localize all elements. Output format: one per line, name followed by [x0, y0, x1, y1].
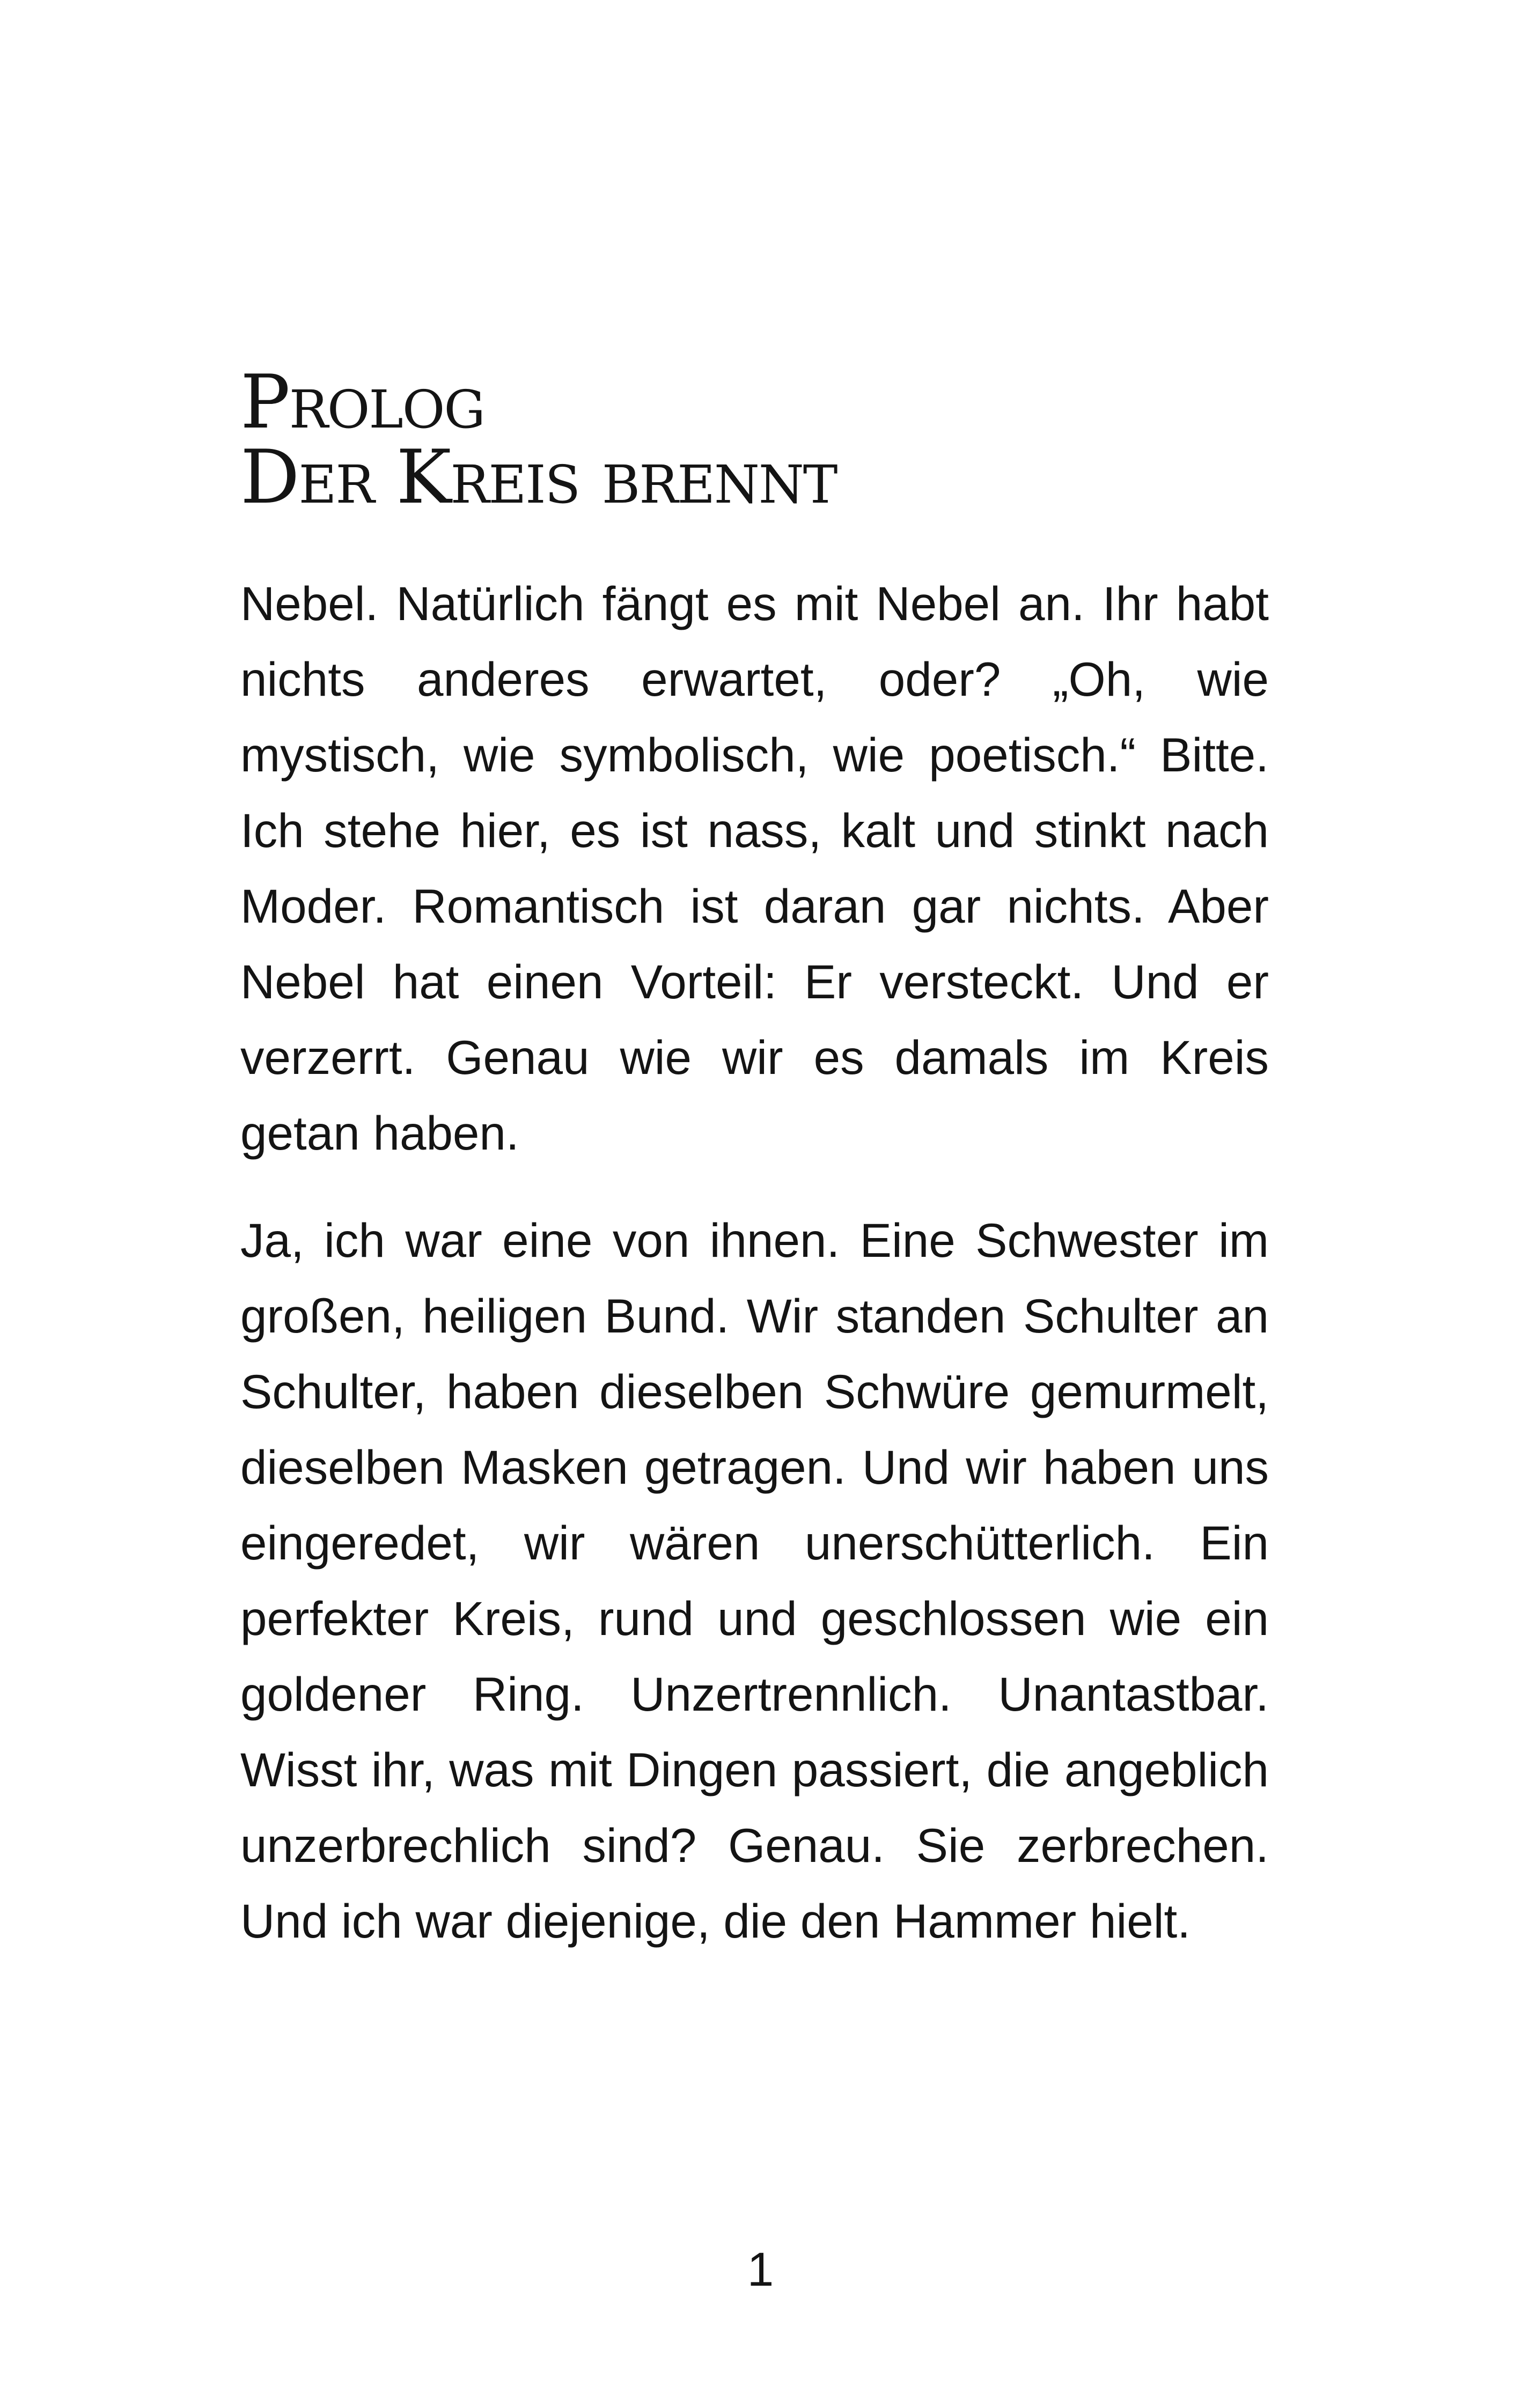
chapter-heading	[240, 359, 1260, 520]
paragraph-1: Nebel. Natürlich fängt es mit Nebel an. Ihr habt nichts anderes erwartet, oder? „Oh, wie mystisch, wie symbolisch, wie poetisch.“ Bitte. Ich stehe hier, es ist nass, kalt und stinkt nach Moder. Romantisch ist daran gar nichts. Aber Nebel hat einen Vorteil: Er versteckt. Und er verzerrt. Genau wie wir es damals im Kreis getan haben.	[240, 577, 1269, 1160]
chapter-label: Prolog	[240, 359, 484, 445]
paragraph-2: Ja, ich war eine von ihnen. Eine Schwester im großen, heiligen Bund. Wir standen Schulter an Schulter, haben dieselben Schwüre gemurmelt, dieselben Masken getragen. Und wir haben uns eingeredet, wir wären unerschütterlich. Ein perfekter Kreis, rund und geschlossen wie ein goldener Ring. Unzertrennlich. Unantastbar. Wisst ihr, was mit Dingen passiert, die angeblich unzerbrechlich sind? Genau. Sie zerbrechen. Und ich war diejenige, die den Hammer hielt.	[240, 1213, 1269, 1948]
chapter-title: Der Kreis brennt	[240, 434, 837, 520]
page-number: 1	[747, 2242, 774, 2296]
chapter-body	[240, 566, 1269, 1959]
